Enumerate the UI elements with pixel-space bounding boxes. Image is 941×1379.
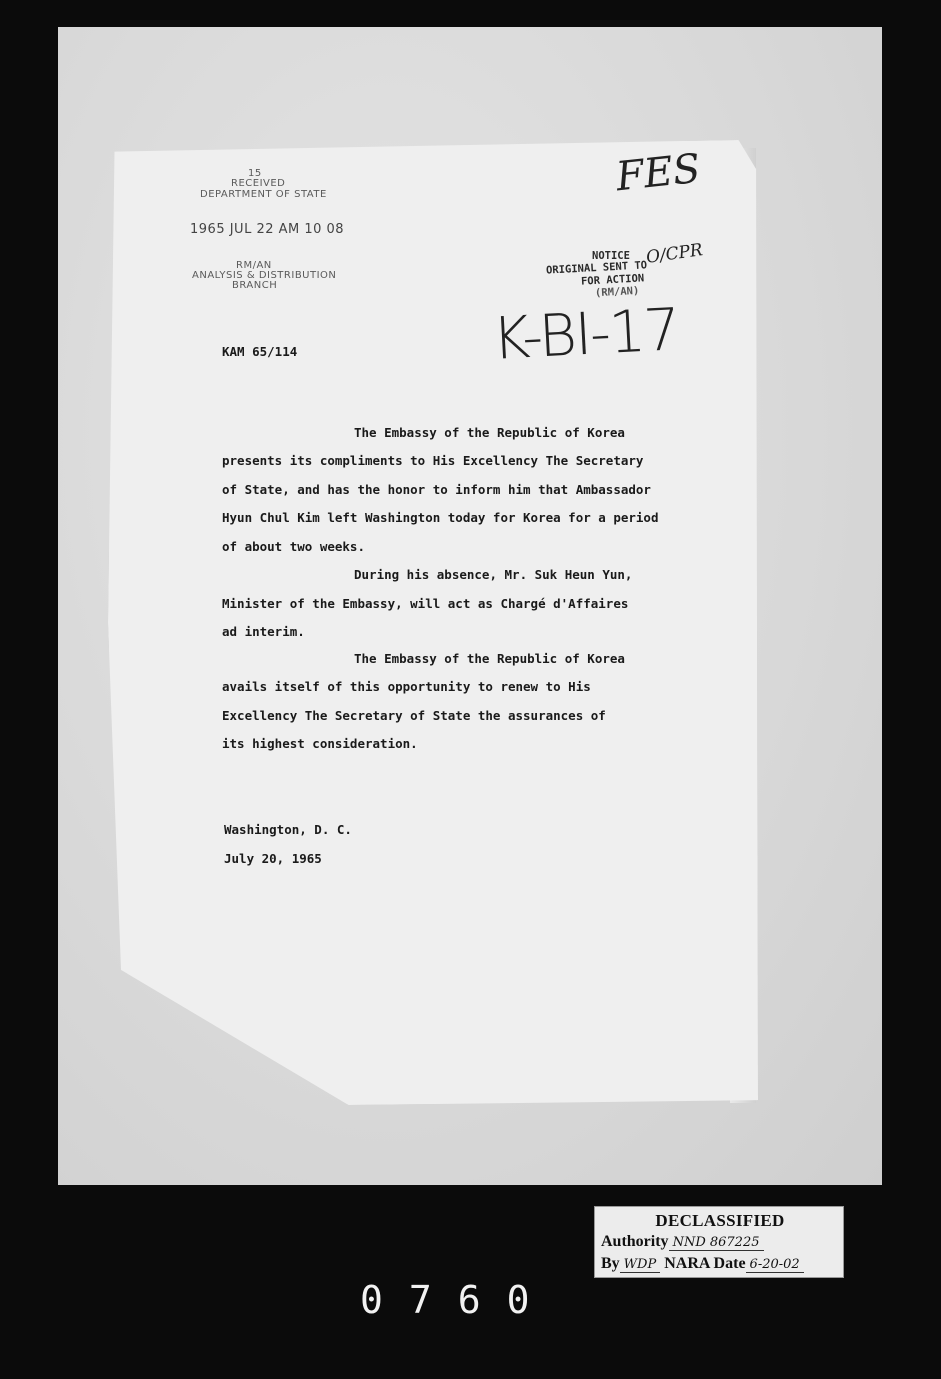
- declassified-by-row: [601, 1255, 804, 1273]
- notice-line3: FOR ACTION: [580, 272, 645, 288]
- stamp-branch-line1: ANALYSIS & DISTRIBUTION: [192, 270, 337, 281]
- stamp-branch-line2: BRANCH: [232, 280, 278, 291]
- stamp-received: RECEIVED: [231, 178, 286, 189]
- stamp-date: 1965 JUL 22 AM 10 08: [190, 222, 345, 237]
- letter-line-4: Hyun Chul Kim left Washington today for Korea for a period: [222, 510, 659, 525]
- letter-line-12: its highest consideration.: [222, 736, 418, 751]
- declassified-label: [594, 1206, 844, 1278]
- notice-line4: (RM/AN): [594, 284, 640, 300]
- by-value: WDP: [620, 1257, 661, 1273]
- letter-line-2: presents its compliments to His Excellency The Secretary: [222, 453, 644, 468]
- handwritten-file-code: K-BI-17: [490, 295, 681, 373]
- letter-line-1: The Embassy of the Republic of Korea: [354, 425, 625, 440]
- letter-line-6: During his absence, Mr. Suk Heun Yun,: [354, 567, 633, 582]
- stamp-department: DEPARTMENT OF STATE: [200, 189, 327, 200]
- declassified-authority-row: [601, 1233, 764, 1251]
- paper-sheet: [108, 140, 758, 1105]
- letter-line-7: Minister of the Embassy, will act as Chargé d'Affaires: [222, 596, 629, 611]
- notice-line2-prefix: ORIGINAL SENT TO: [545, 259, 648, 277]
- letter-line-10: avails itself of this opportunity to renew to His: [222, 679, 591, 694]
- nara-date-value: 6-20-02: [746, 1257, 804, 1273]
- frame-number: 0760: [360, 1278, 556, 1322]
- nara-date-label: NARA Date: [664, 1255, 746, 1272]
- authority-label: Authority: [601, 1233, 669, 1250]
- by-label: By: [601, 1255, 620, 1272]
- declassified-title: DECLASSIFIED: [655, 1211, 785, 1230]
- document-page: [108, 140, 758, 1105]
- letter-line-3: of State, and has the honor to inform him that Ambassador: [222, 482, 651, 497]
- letter-line-9: The Embassy of the Republic of Korea: [354, 651, 625, 666]
- notice-line1: NOTICE: [592, 250, 630, 262]
- letter-line-5: of about two weeks.: [222, 539, 365, 554]
- stamp-office: RM/AN: [236, 260, 272, 271]
- letter-place: Washington, D. C.: [224, 822, 352, 837]
- notice-handwritten-recipient: O/CPR: [644, 240, 705, 268]
- letter-line-8: ad interim.: [222, 624, 305, 639]
- authority-value: NND 867225: [669, 1235, 764, 1251]
- handwritten-routing: FES: [613, 145, 703, 201]
- stamp-code: 15: [248, 168, 262, 179]
- letter-date: July 20, 1965: [224, 851, 322, 866]
- letter-line-11: Excellency The Secretary of State the assurances of: [222, 708, 606, 723]
- letter-reference: KAM 65/114: [222, 344, 298, 359]
